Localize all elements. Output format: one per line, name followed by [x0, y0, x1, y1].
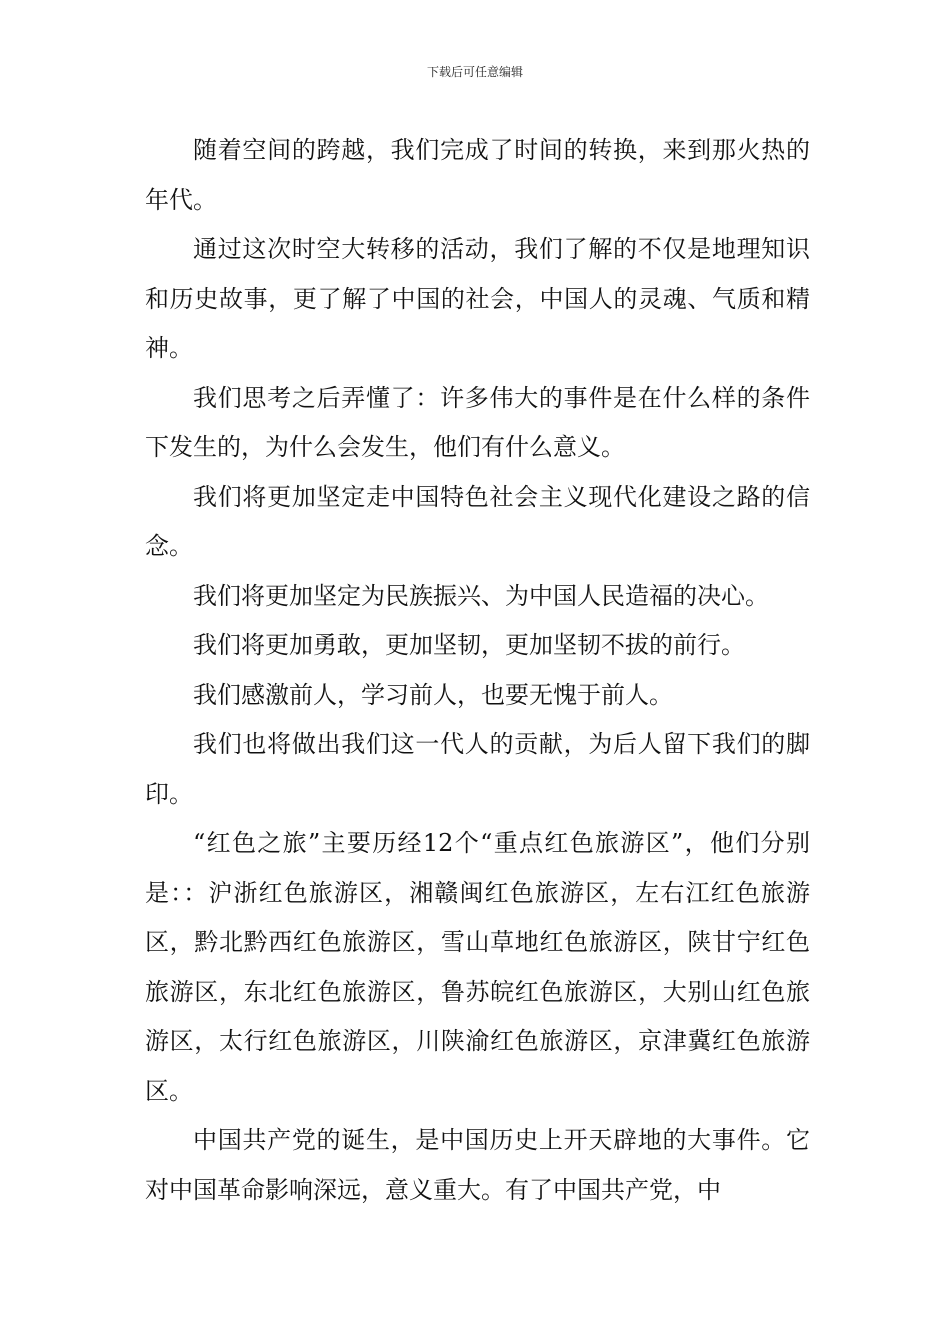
paragraph: “红色之旅”主要历经12个“重点红色旅游区”，他们分别是：：沪浙红色旅游区，湘赣闽红色旅游区，左右江红色旅游区，黔北黔西红色旅游区，雪山草地红色旅游区，陕甘宁红色旅游区，东北红色旅游区，鲁苏皖红色旅游区，大别山红色旅游区，太行红色旅游区，川陕渝红色旅游区，京津冀红色旅游区。 [145, 829, 810, 1105]
paragraph: 中国共产党的诞生，是中国历史上开天辟地的大事件。它对中国革命影响深远，意义重大。有了中国共产党，中 [145, 1126, 810, 1204]
paragraph: 我们将更加勇敢，更加坚韧，更加坚韧不拔的前行。 [193, 631, 745, 659]
document-body [145, 126, 810, 1215]
paragraph: 我们也将做出我们这一代人的贡献，为后人留下我们的脚印。 [145, 730, 810, 808]
paragraph: 我们将更加坚定走中国特色社会主义现代化建设之路的信念。 [145, 482, 810, 560]
page-header-note: 下载后可任意编辑 [426, 65, 523, 79]
paragraph: 我们感激前人，学习前人，也要无愧于前人。 [193, 680, 673, 709]
paragraph: 我们思考之后弄懂了：许多伟大的事件是在什么样的条件下发生的，为什么会发生，他们有什么意义。 [145, 383, 810, 461]
paragraph: 我们将更加坚定为民族振兴、为中国人民造福的决心。 [193, 581, 769, 610]
paragraph: 随着空间的跨越，我们完成了时间的转换，来到那火热的年代。 [145, 136, 810, 214]
paragraph: 通过这次时空大转移的活动，我们了解的不仅是地理知识和历史故事，更了解了中国的社会，中国人的灵魂、气质和精神。 [145, 235, 810, 362]
